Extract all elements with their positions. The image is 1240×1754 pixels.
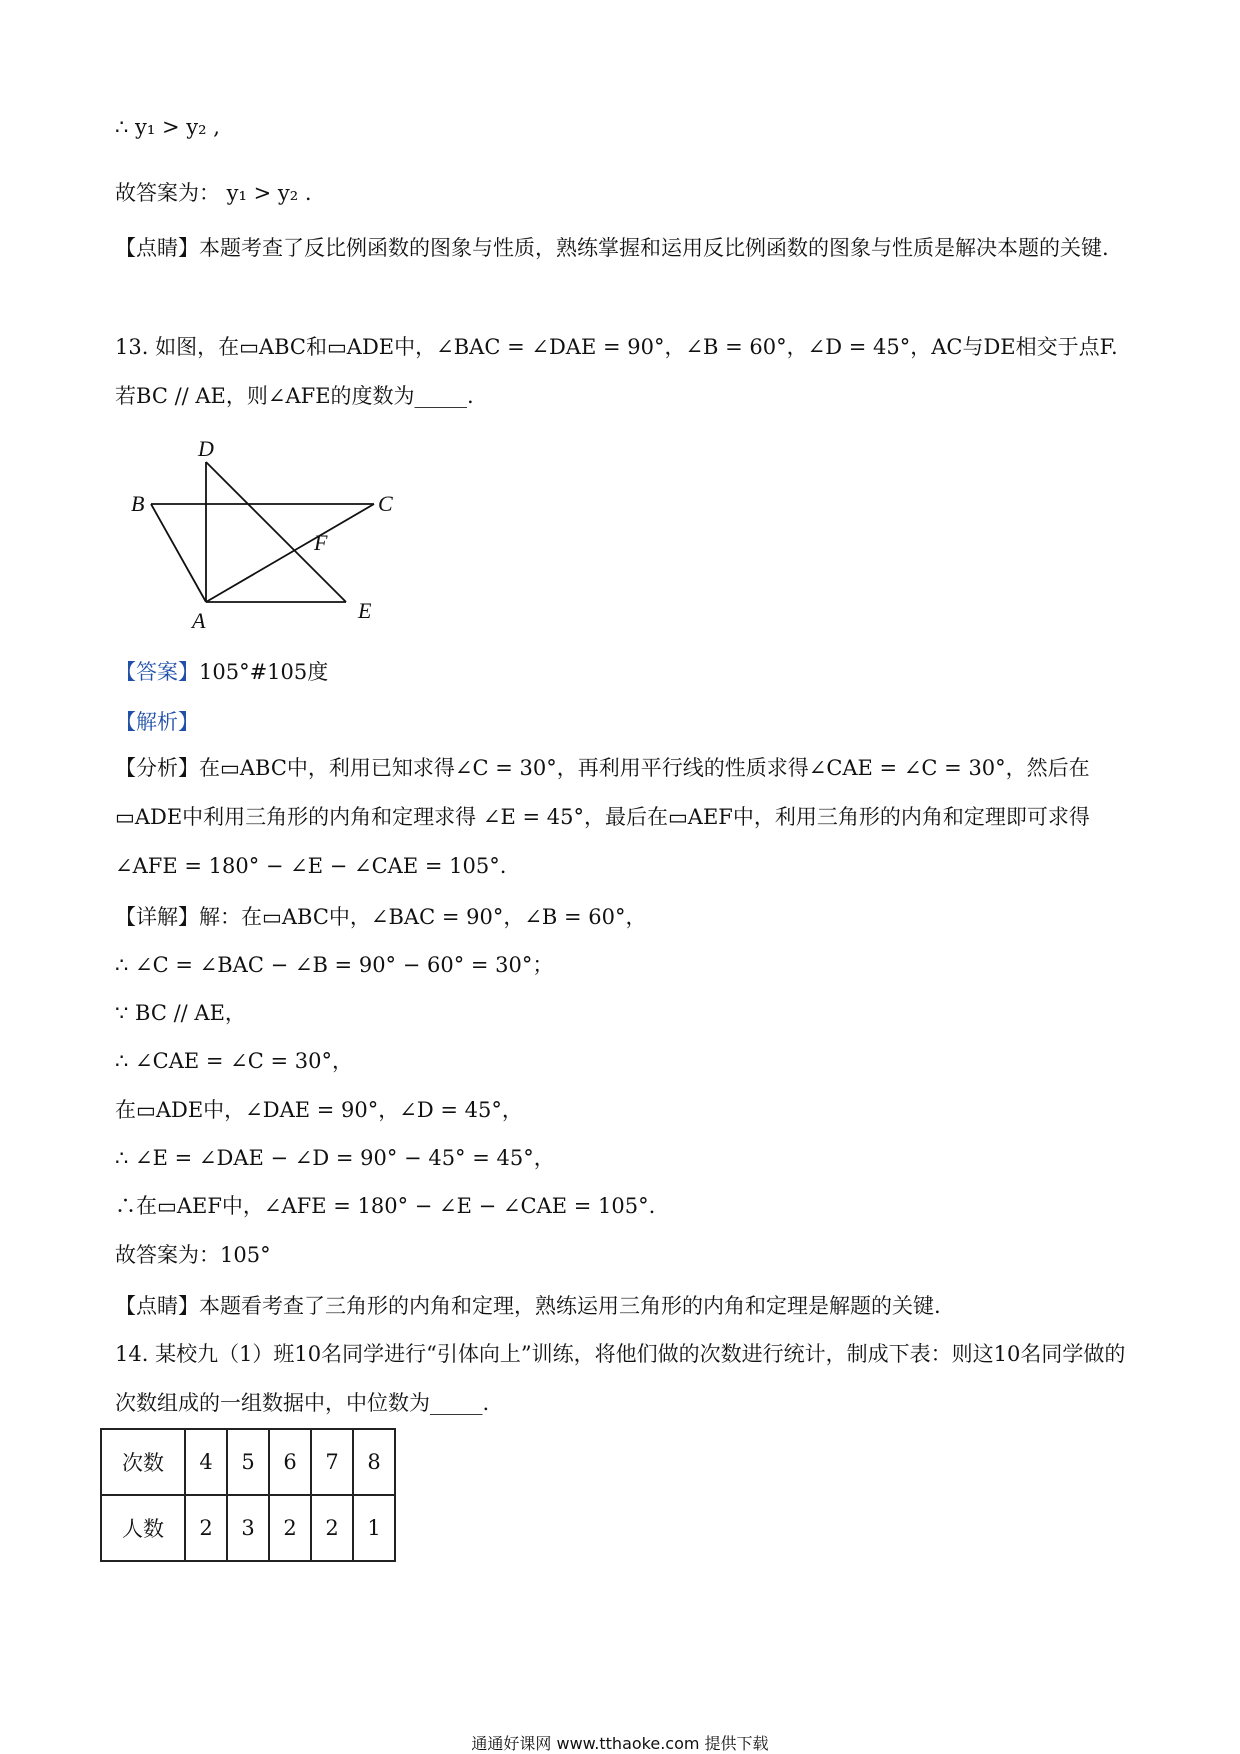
comment2-line — [115, 1291, 941, 1321]
analysis-paragraph — [115, 744, 1135, 891]
label-c: C — [378, 491, 393, 516]
comment-tag: 【点睛】 — [115, 236, 199, 260]
answer-line — [115, 657, 328, 687]
answer-tag: 【答案】 — [115, 660, 199, 684]
fenxi-tag: 【分析】 — [115, 756, 199, 780]
table-cell: 7 — [311, 1429, 353, 1495]
comment-text: 本题考查了反比例函数的图象与性质，熟练掌握和运用反比例函数的图象与性质是解决本题的关键. — [199, 236, 1109, 260]
table-cell: 3 — [227, 1495, 269, 1561]
question-14: 14. 某校九（1）班10名同学进行“引体向上”训练，将他们做的次数进行统计，制成下表：则这10名同学做的次数组成的一组数据中，中位数为_____. — [115, 1342, 1126, 1415]
table-cell: 2 — [311, 1495, 353, 1561]
label-d: D — [198, 437, 214, 461]
table-header-count: 次数 — [101, 1429, 185, 1495]
analysis-tag: 【解析】 — [115, 710, 199, 734]
solution-step-4: 在▭ADE中，∠DAE = 90°，∠D = 45°， — [115, 1098, 523, 1122]
table-row — [101, 1495, 395, 1561]
table-cell: 6 — [269, 1429, 311, 1495]
label-b: B — [131, 491, 145, 516]
table-row — [101, 1429, 395, 1495]
xiangjie-text: 解：在▭ABC中，∠BAC = 90°，∠B = 60°， — [199, 905, 647, 929]
table-cell: 2 — [269, 1495, 311, 1561]
table-header-people: 人数 — [101, 1495, 185, 1561]
label-a: A — [192, 608, 206, 633]
fenxi-text: 在▭ABC中，利用已知求得∠C = 30°，再利用平行线的性质求得∠CAE = ∠C = 30°，然后在▭ADE中利用三角形的内角和定理求得 ∠E = 45°，最后在▭AEF中，利用三角形的内角和定理即可求得∠AFE = 180° − ∠E − ∠CAE = 105°. — [115, 756, 1090, 878]
solution-step-6: ∴在▭AEF中，∠AFE = 180° − ∠E − ∠CAE = 105°. — [115, 1194, 656, 1218]
solution-step-1: ∴ ∠C = ∠BAC − ∠B = 90° − 60° = 30°； — [115, 953, 554, 977]
answer-value: 105°#105度 — [199, 660, 329, 684]
table-cell: 4 — [185, 1429, 227, 1495]
segment-ba — [151, 504, 206, 602]
solution-start — [115, 902, 647, 932]
comment-paragraph — [115, 224, 1135, 273]
solution-answer: 故答案为：105° — [115, 1243, 271, 1267]
table-cell: 1 — [353, 1495, 395, 1561]
segment-ac — [206, 504, 374, 602]
table-cell: 5 — [227, 1429, 269, 1495]
frequency-table — [100, 1428, 396, 1562]
comment2-tag: 【点睛】 — [115, 1294, 199, 1318]
solution-step-3: ∴ ∠CAE = ∠C = 30°， — [115, 1049, 353, 1073]
table-cell: 2 — [185, 1495, 227, 1561]
conclusion-line: ∴ y₁ > y₂ , — [115, 115, 220, 139]
geometry-figure — [118, 437, 418, 637]
answer-summary-line: 故答案为： y₁ > y₂ . — [115, 181, 312, 205]
question-13: 13. 如图，在▭ABC和▭ADE中，∠BAC = ∠DAE = 90°，∠B = 60°，∠D = 45°，AC与DE相交于点F. 若BC // AE，则∠AFE的度数为_____. — [115, 335, 1118, 408]
comment2-text: 本题看考查了三角形的内角和定理，熟练运用三角形的内角和定理是解题的关键. — [199, 1294, 941, 1318]
solution-step-5: ∴ ∠E = ∠DAE − ∠D = 90° − 45° = 45°， — [115, 1146, 555, 1170]
label-e: E — [358, 598, 372, 623]
table-cell: 8 — [353, 1429, 395, 1495]
label-f: F — [314, 530, 328, 555]
page-footer: 通通好课网 www.tthaoke.com 提供下载 — [471, 1734, 769, 1753]
solution-step-2: ∵ BC // AE， — [115, 1001, 246, 1025]
xiangjie-tag: 【详解】 — [115, 905, 199, 929]
